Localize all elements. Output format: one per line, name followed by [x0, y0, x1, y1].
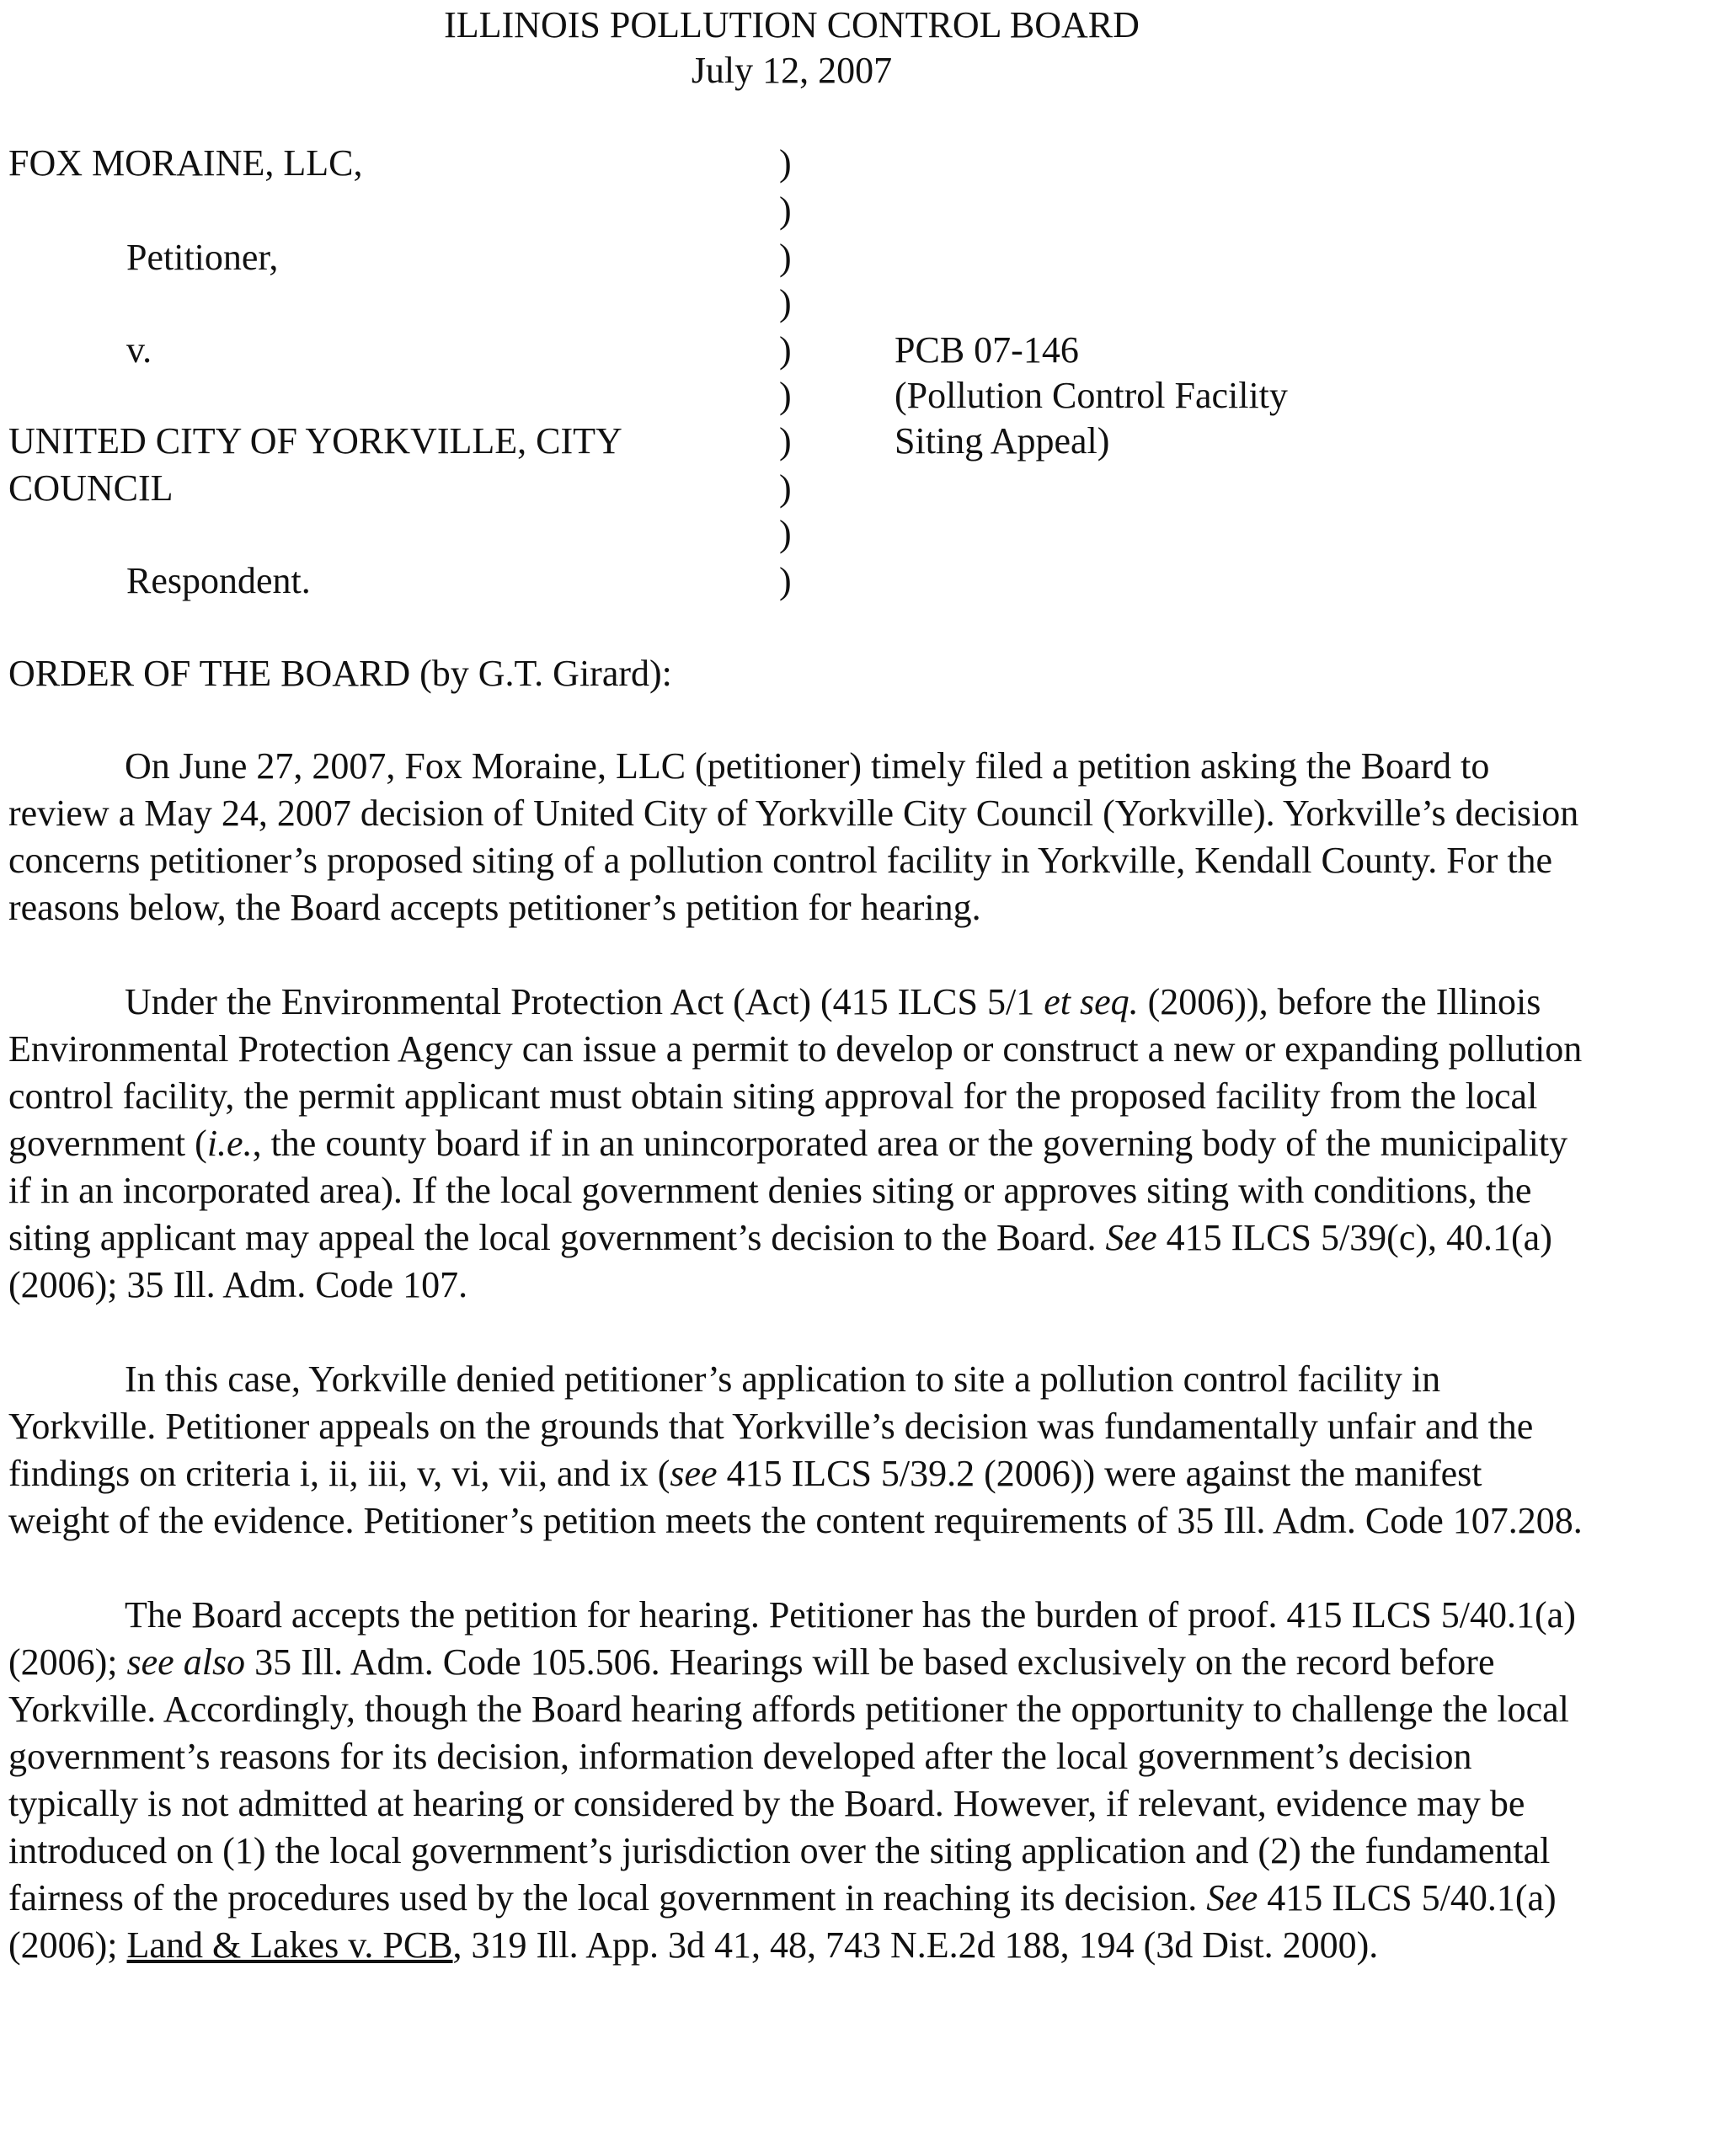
paragraph-2-text: (2006)), before the Illinois Environmental Protection Agency can issue a permit to develop or construct a new or expanding pollution control facility, the permit applicant must obtain siting approval for the proposed facility from the local government (: [8, 981, 1583, 1164]
paragraph-4-text: , 319 Ill. App. 3d 41, 48, 743 N.E.2d 188, 194 (3d Dist. 2000).: [452, 1924, 1379, 1966]
respondent-name-line2: COUNCIL: [8, 467, 174, 509]
caption-paren: ): [779, 467, 792, 509]
paragraph-4-text: 35 Ill. Adm. Code 105.506. Hearings will be based exclusively on the record before Yorkville. Accordingly, though the Board hearing affords petitioner the opportunity to challenge the local government’s reasons for its decision, information developed after the local government’s decision typically is not admitted at hearing or considered by the Board. However, if relevant, evidence may be introduced on (1) the local government’s jurisdiction over the siting application and (2) the fundamental fairness of the procedures used by the local government in reaching its decision.: [8, 1641, 1569, 1919]
petitioner-role: Petitioner,: [126, 237, 279, 278]
caption-paren: ): [779, 282, 792, 323]
case-type-line2: Siting Appeal): [895, 420, 1110, 462]
caption-paren: ): [779, 329, 792, 371]
paragraph-2-text: Under the Environmental Protection Act (Act) (415 ILCS 5/1: [125, 981, 1044, 1022]
paragraph-4-text: 415 ILCS 5/40.1(a) (2006);: [8, 1877, 1557, 1966]
order-body: [8, 743, 1583, 1969]
caption-paren: ): [779, 237, 792, 278]
order-heading: ORDER OF THE BOARD (by G.T. Girard):: [8, 653, 672, 694]
case-type-line1: (Pollution Control Facility: [895, 375, 1288, 416]
paragraph-2-text: , the county board if in an unincorporated area or the governing body of the municipality if in an incorporated area). If the local government denies siting or approves siting with conditions, the siting applicant may appeal the local government’s decision to the Board.: [8, 1123, 1568, 1258]
case-number: PCB 07-146: [895, 329, 1079, 371]
citation-signal: See: [1105, 1217, 1157, 1258]
citation-signal: i.e.: [206, 1123, 253, 1164]
agency-title: ILLINOIS POLLUTION CONTROL BOARD: [444, 4, 1140, 45]
paragraph-4-text: The Board accepts the petition for hearing. Petitioner has the burden of proof. 415 ILCS 5/40.1(a) (2006);: [8, 1594, 1576, 1683]
paragraph-3-text: In this case, Yorkville denied petitioner’s application to site a pollution control facility in Yorkville. Petitioner appeals on the grounds that Yorkville’s decision was fundamentally unfair and the findings on criteria i, ii, iii, v, vi, vii, and ix (: [8, 1358, 1534, 1494]
caption-paren: ): [779, 189, 792, 231]
respondent-role: Respondent.: [126, 560, 311, 601]
paragraph-4: [8, 1592, 1583, 1969]
citation-signal: et seq.: [1044, 981, 1139, 1022]
paragraph-2-text: 415 ILCS 5/39(c), 40.1(a) (2006); 35 Ill. Adm. Code 107.: [8, 1217, 1552, 1305]
caption-paren: ): [779, 375, 792, 416]
respondent-name-line1: UNITED CITY OF YORKVILLE, CITY: [8, 420, 622, 462]
paragraph-2: [8, 979, 1583, 1309]
case-citation: Land & Lakes v. PCB: [126, 1924, 453, 1966]
caption-paren: ): [779, 560, 792, 601]
order-date: July 12, 2007: [691, 50, 893, 91]
caption-paren: ): [779, 420, 792, 462]
caption-paren: ): [779, 513, 792, 554]
citation-signal: See: [1206, 1877, 1258, 1919]
caption-paren: ): [779, 142, 792, 184]
paragraph-3: [8, 1356, 1583, 1545]
versus: v.: [126, 329, 152, 371]
citation-signal: see also: [126, 1641, 246, 1683]
paragraph-1: On June 27, 2007, Fox Moraine, LLC (petitioner) timely filed a petition asking the Board to review a May 24, 2007 decision of United City of Yorkville City Council (Yorkville). Yorkville’s decision concerns petitioner’s proposed siting of a pollution control facility in Yorkville, Kendall County. For the reasons below, the Board accepts petitioner’s petition for hearing.: [8, 745, 1579, 928]
paragraph-3-text: 415 ILCS 5/39.2 (2006)) were against the manifest weight of the evidence. Petitioner’s petition meets the content requirements of 35 Ill. Adm. Code 107.208.: [8, 1453, 1583, 1541]
citation-signal: see: [670, 1453, 718, 1494]
petitioner-name: FOX MORAINE, LLC,: [8, 142, 363, 184]
